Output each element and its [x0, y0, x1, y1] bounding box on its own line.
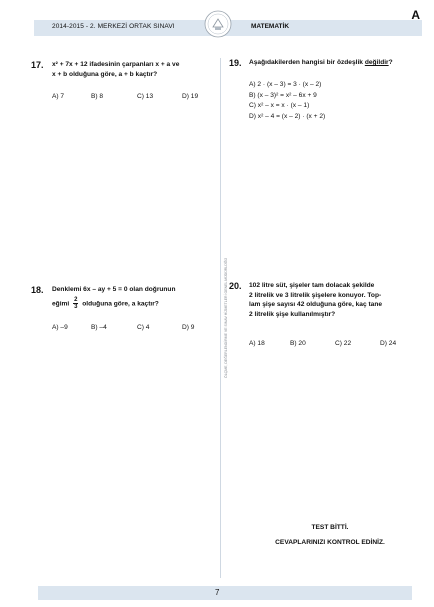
question-17-option-b[interactable]: B) 8 — [91, 93, 104, 100]
side-watermark-text: ÖLÇME, DEĞERLENDİRME VE SINAV HİZMETLERİ GENEL MÜDÜRLÜĞÜ — [224, 258, 228, 378]
check-answers-text: CEVAPLARINIZI KONTROL EDİNİZ. — [275, 539, 385, 546]
column-divider — [220, 58, 221, 578]
question-18-number: 18. — [31, 285, 44, 295]
question-17-stem — [52, 60, 179, 79]
question-19-option-d[interactable]: D) x² – 4 = (x – 2) · (x + 2) — [249, 112, 326, 120]
question-18-line-2: eğimi $\frac{2}{3}$ olduğuna göre, a kaçtır? — [52, 296, 159, 310]
question-20-line-1: 102 litre süt, şişeler tam dolacak şekilde — [249, 282, 375, 289]
exam-title: 2014-2015 - 2. MERKEZİ ORTAK SINAVI — [52, 23, 175, 30]
question-19-option-c[interactable]: C) x² – x = x · (x – 1) — [249, 102, 310, 109]
question-19-option-a[interactable]: A) 2 · (x – 3) = 3 · (x – 2) — [249, 81, 322, 88]
question-20-option-c[interactable]: C) 22 — [335, 340, 352, 347]
question-18-option-b[interactable]: B) –4 — [91, 324, 107, 331]
question-17-line-1: x² + 7x + 12 ifadesinin çarpanları x + a ve — [52, 61, 180, 68]
question-17-option-d[interactable]: D) 19 — [182, 93, 199, 100]
slope-fraction: $\frac{2}{3}$ — [74, 296, 78, 310]
meb-logo-icon — [204, 10, 232, 38]
question-17-line-2: x + b olduğuna göre, a + b kaçtır? — [52, 70, 158, 78]
question-17-number: 17. — [31, 60, 44, 70]
question-19-options — [249, 80, 325, 122]
question-20-option-a[interactable]: A) 18 — [249, 340, 265, 347]
booklet-letter: A — [411, 8, 420, 22]
question-20-line-4: 2 litrelik şişe kullanılmıştır? — [249, 310, 336, 318]
subject-title: MATEMATİK — [251, 23, 290, 30]
footer-bar — [38, 586, 412, 600]
question-17-option-c[interactable]: C) 13 — [137, 93, 154, 100]
question-20-line-2: 2 litrelik ve 3 litrelik şişelere konuyor. Top- — [249, 291, 382, 299]
question-20-option-b[interactable]: B) 20 — [290, 340, 306, 347]
question-20-stem — [249, 281, 382, 319]
question-18-line-1: Denklemi 6x – ay + 5 = 0 olan doğrunun — [52, 286, 176, 293]
question-19-number: 19. — [229, 58, 242, 68]
question-20-option-d[interactable]: D) 24 — [380, 340, 397, 347]
question-18-stem — [52, 285, 176, 310]
page-number: 7 — [215, 588, 220, 597]
question-18-option-c[interactable]: C) 4 — [137, 324, 150, 331]
negation-word: değildir — [364, 59, 389, 66]
test-end-text: TEST BİTTİ. — [311, 524, 349, 531]
question-18-option-a[interactable]: A) –9 — [52, 324, 68, 331]
question-19-stem: Aşağıdakilerden hangisi bir özdeşlik değildir? — [249, 59, 393, 66]
question-18-option-d[interactable]: D) 9 — [182, 324, 195, 331]
question-20-line-3: lam şişe sayısı 42 olduğuna göre, kaç tane — [249, 301, 383, 309]
question-17-option-a[interactable]: A) 7 — [52, 93, 65, 100]
question-19-option-b[interactable]: B) (x – 3)² = x² – 6x + 9 — [249, 91, 317, 99]
question-20-number: 20. — [229, 281, 242, 291]
